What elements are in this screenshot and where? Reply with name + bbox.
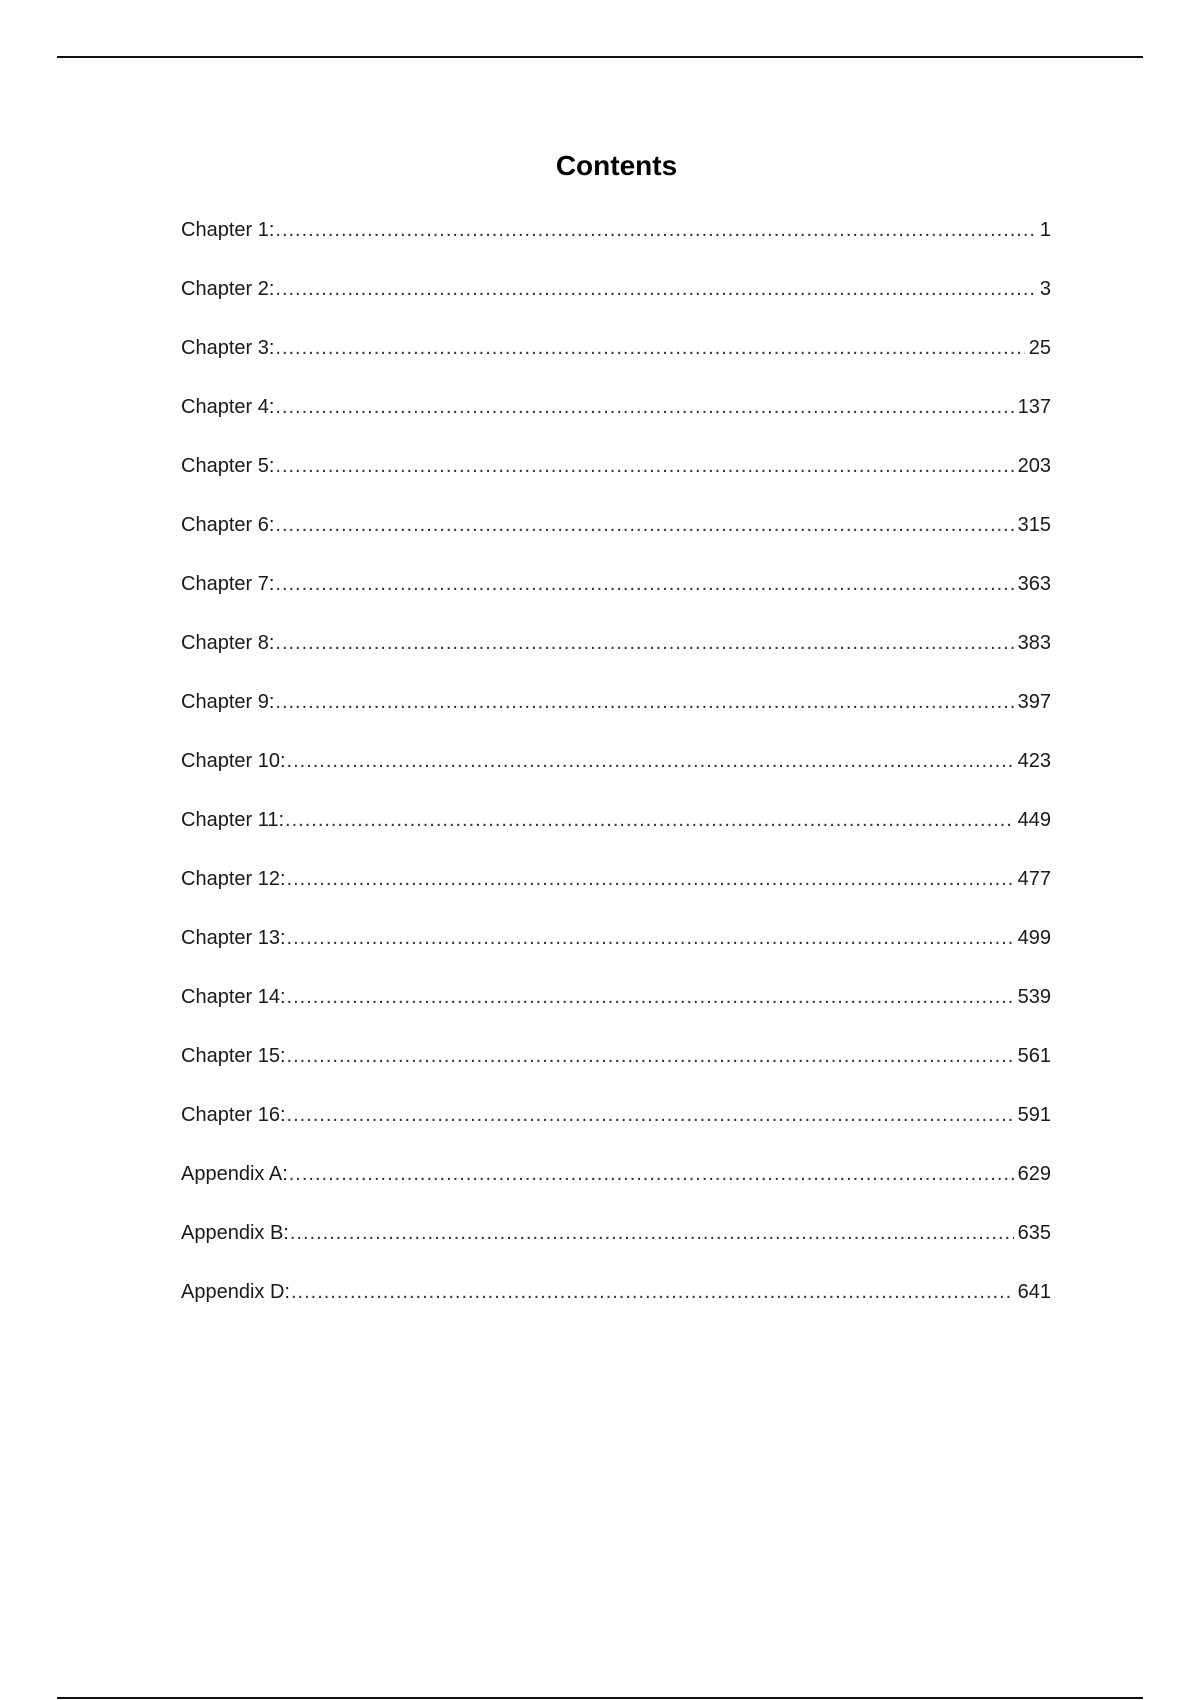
toc-entry-label: Chapter 16: [181,1104,286,1126]
toc-entry-label: Chapter 5: [181,455,275,477]
toc-entry[interactable] [181,1282,1051,1341]
toc-entry-label: Appendix D: [181,1281,290,1303]
toc-entry-label: Chapter 7: [181,573,275,595]
toc-entry-label: Chapter 3: [181,337,275,359]
toc-entry[interactable] [181,692,1051,751]
toc-entry-page: 397 [1017,691,1051,713]
toc-entry-label: Appendix B: [181,1222,289,1244]
toc-entry-page: 449 [1017,809,1051,831]
toc-entry[interactable] [181,1223,1051,1282]
toc-entry-label: Chapter 6: [181,514,275,536]
dot-leader [287,1046,1014,1066]
dot-leader [285,810,1014,830]
toc-entry[interactable] [181,397,1051,456]
toc-entry-label: Chapter 15: [181,1045,286,1067]
dot-leader [275,456,1013,476]
toc-entry-label: Chapter 9: [181,691,275,713]
toc-entry[interactable] [181,338,1051,397]
toc-entry-label: Chapter 10: [181,750,286,772]
page-title: Contents [555,150,678,181]
dot-leader [275,633,1013,653]
toc-entry-page: 383 [1017,632,1051,654]
toc-entry-label: Chapter 1: [181,219,275,241]
footer-rule [57,1697,1143,1699]
toc-entry[interactable] [181,1164,1051,1223]
toc-entry-page: 203 [1017,455,1051,477]
dot-leader [287,1105,1014,1125]
toc-entry[interactable] [181,810,1051,869]
dot-leader [275,397,1013,417]
toc-entry-label: Chapter 13: [181,927,286,949]
dot-leader [275,692,1013,712]
dot-leader [287,751,1014,771]
toc-entry[interactable] [181,515,1051,574]
toc-entry-label: Chapter 14: [181,986,286,1008]
toc-entry-label: Appendix A: [181,1163,288,1185]
toc-entry-page: 423 [1017,750,1051,772]
dot-leader [287,869,1014,889]
toc-entry-label: Chapter 4: [181,396,275,418]
toc-entry[interactable] [181,220,1051,279]
toc-entry-page: 1 [1039,219,1051,241]
toc-entry-label: Chapter 8: [181,632,275,654]
dot-leader [289,1164,1014,1184]
toc-entry-page: 3 [1039,278,1051,300]
toc-entry-page: 499 [1017,927,1051,949]
dot-leader [275,220,1035,240]
dot-leader [275,574,1013,594]
dot-leader [287,987,1014,1007]
dot-leader [275,279,1035,299]
toc-entry-label: Chapter 11: [181,809,285,831]
toc-entry[interactable] [181,633,1051,692]
toc-entry[interactable] [181,456,1051,515]
toc-entry-page: 25 [1028,337,1051,359]
dot-leader [287,928,1014,948]
toc-entry-page: 635 [1017,1222,1051,1244]
toc-entry-page: 539 [1017,986,1051,1008]
toc-entry[interactable] [181,987,1051,1046]
header-rule [57,56,1143,58]
toc-entry-label: Chapter 12: [181,868,286,890]
toc-entry-page: 591 [1017,1104,1051,1126]
dot-leader [291,1282,1014,1302]
toc-entry-page: 629 [1017,1163,1051,1185]
toc-entry-page: 315 [1017,514,1051,536]
toc-entry-page: 477 [1017,868,1051,890]
dot-leader [275,338,1024,358]
table-of-contents [181,220,1051,1341]
toc-entry-page: 561 [1017,1045,1051,1067]
toc-entry-label: Chapter 2: [181,278,275,300]
toc-entry[interactable] [181,1046,1051,1105]
toc-entry-page: 137 [1017,396,1051,418]
dot-leader [290,1223,1014,1243]
toc-entry[interactable] [181,928,1051,987]
toc-entry[interactable] [181,751,1051,810]
toc-entry[interactable] [181,1105,1051,1164]
toc-entry-page: 641 [1017,1281,1051,1303]
toc-entry[interactable] [181,574,1051,633]
toc-entry-page: 363 [1017,573,1051,595]
toc-entry[interactable] [181,869,1051,928]
toc-entry[interactable] [181,279,1051,338]
dot-leader [275,515,1013,535]
